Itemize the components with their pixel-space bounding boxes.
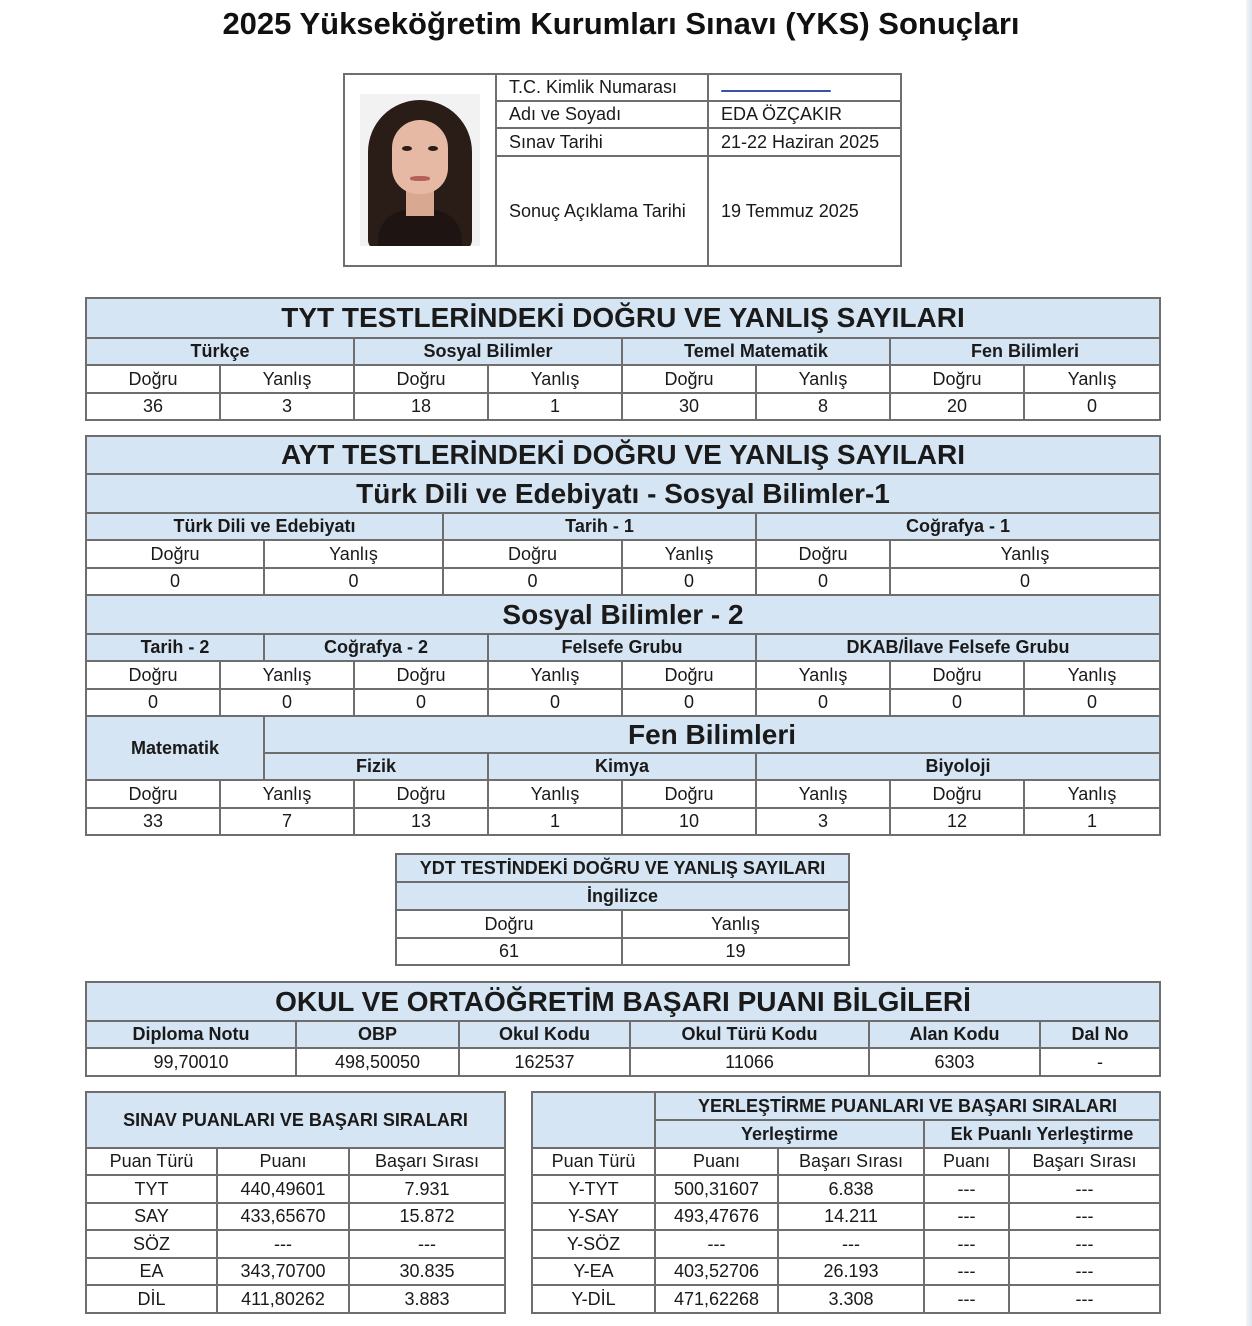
yanlis-label: Yanlış xyxy=(220,780,354,808)
dogru-label: Doğru xyxy=(622,780,756,808)
puan-cell: 411,80262 xyxy=(217,1285,349,1313)
yanlis-label: Yanlış xyxy=(488,780,622,808)
ek-puan-cell: --- xyxy=(924,1175,1009,1203)
tyt-sosyal-yanlis: 1 xyxy=(488,393,622,420)
yanlis-label: Yanlış xyxy=(756,780,890,808)
tyt-turkce-dogru: 36 xyxy=(86,393,220,420)
ydt-language: İngilizce xyxy=(396,882,849,910)
identity-table xyxy=(343,73,902,267)
ayt-cografya1-dogru: 0 xyxy=(756,568,890,595)
obp-col-alan-kodu: Alan Kodu xyxy=(869,1021,1040,1048)
page-title: 2025 Yükseköğretim Kurumları Sınavı (YKS) Sonuçları xyxy=(222,6,1020,41)
dogru-label: Doğru xyxy=(354,780,488,808)
yanlis-label: Yanlış xyxy=(890,540,1160,568)
yanlis-label: Yanlış xyxy=(1024,780,1160,808)
yanlis-label: Yanlış xyxy=(756,365,890,393)
dogru-label: Doğru xyxy=(443,540,622,568)
puan-turu-cell: SAY xyxy=(86,1203,217,1230)
sinav-heading: SINAV PUANLARI VE BAŞARI SIRALARI xyxy=(86,1092,505,1148)
dogru-label: Doğru xyxy=(890,661,1024,689)
yer-col-puan-turu: Puan Türü xyxy=(532,1148,655,1175)
table-row xyxy=(532,1230,1160,1258)
ayt-biyoloji-dogru: 12 xyxy=(890,808,1024,835)
ayt-cografya2-dogru: 0 xyxy=(354,689,488,716)
ayt-kimya-yanlis: 3 xyxy=(756,808,890,835)
ek-puan-cell: --- xyxy=(924,1258,1009,1285)
result-date-value: 19 Temmuz 2025 xyxy=(708,156,901,266)
dogru-label: Doğru xyxy=(354,365,488,393)
basari-sirasi-cell: 26.193 xyxy=(778,1258,924,1285)
puan-cell: 440,49601 xyxy=(217,1175,349,1203)
page-edge-shadow xyxy=(1246,0,1252,1326)
dogru-label: Doğru xyxy=(86,780,220,808)
puan-turu-cell: Y-SAY xyxy=(532,1203,655,1230)
obp-obp-value: 498,50050 xyxy=(296,1048,459,1076)
ayt-edebiyat-yanlis: 0 xyxy=(264,568,443,595)
tyt-turkce-yanlis: 3 xyxy=(220,393,354,420)
ayt-section1-heading: Türk Dili ve Edebiyatı - Sosyal Bilimler-1 xyxy=(86,474,1160,513)
ayt-felsefe-dogru: 0 xyxy=(622,689,756,716)
obp-okul-turu-value: 11066 xyxy=(630,1048,869,1076)
obp-col-okul-kodu: Okul Kodu xyxy=(459,1021,630,1048)
exam-date-label: Sınav Tarihi xyxy=(496,128,708,156)
table-row xyxy=(86,1203,505,1230)
table-separator xyxy=(504,1091,531,1313)
yanlis-label: Yanlış xyxy=(220,365,354,393)
basari-sirasi-cell: --- xyxy=(778,1230,924,1258)
dogru-label: Doğru xyxy=(396,910,622,938)
puan-turu-cell: Y-TYT xyxy=(532,1175,655,1203)
puan-cell: 471,62268 xyxy=(655,1285,778,1313)
yer-col-basari-sirasi: Başarı Sırası xyxy=(778,1148,924,1175)
tyt-subject-fen: Fen Bilimleri xyxy=(890,338,1160,365)
ayt-subject-cografya1: Coğrafya - 1 xyxy=(756,513,1160,540)
table-row xyxy=(532,1285,1160,1313)
tyt-subject-temel-matematik: Temel Matematik xyxy=(622,338,890,365)
obp-col-dal-no: Dal No xyxy=(1040,1021,1160,1048)
ydt-yanlis: 19 xyxy=(622,938,849,965)
puan-turu-cell: TYT xyxy=(86,1175,217,1203)
ek-basari-sirasi-cell: --- xyxy=(1009,1230,1160,1258)
ayt-subject-cografya2: Coğrafya - 2 xyxy=(264,634,488,661)
tyt-matematik-dogru: 30 xyxy=(622,393,756,420)
ydt-dogru: 61 xyxy=(396,938,622,965)
tyt-subject-sosyal: Sosyal Bilimler xyxy=(354,338,622,365)
sinav-col-basari-sirasi: Başarı Sırası xyxy=(349,1148,505,1175)
yanlis-label: Yanlış xyxy=(220,661,354,689)
table-row xyxy=(86,1230,505,1258)
ayt-subject-biyoloji: Biyoloji xyxy=(756,753,1160,780)
ayt-matematik-dogru: 33 xyxy=(86,808,220,835)
basari-sirasi-cell: 7.931 xyxy=(349,1175,505,1203)
dogru-label: Doğru xyxy=(622,661,756,689)
puan-cell: --- xyxy=(655,1230,778,1258)
puan-cell: 343,70700 xyxy=(217,1258,349,1285)
table-row xyxy=(532,1258,1160,1285)
ayt-subject-matematik: Matematik xyxy=(86,716,264,780)
obp-okul-kodu-value: 162537 xyxy=(459,1048,630,1076)
candidate-photo xyxy=(360,94,480,246)
ayt-tarih2-dogru: 0 xyxy=(86,689,220,716)
ayt-subject-tarih1: Tarih - 1 xyxy=(443,513,756,540)
ayt-tarih1-dogru: 0 xyxy=(443,568,622,595)
table-row xyxy=(86,1285,505,1313)
ayt-subject-edebiyat: Türk Dili ve Edebiyatı xyxy=(86,513,443,540)
obp-col-obp: OBP xyxy=(296,1021,459,1048)
ayt-tarih1-yanlis: 0 xyxy=(622,568,756,595)
puan-turu-cell: Y-DİL xyxy=(532,1285,655,1313)
yer-group-yerlestirme: Yerleştirme xyxy=(655,1120,924,1148)
table-row xyxy=(532,1175,1160,1203)
puan-turu-cell: EA xyxy=(86,1258,217,1285)
ayt-fizik-yanlis: 1 xyxy=(488,808,622,835)
name-label: Adı ve Soyadı xyxy=(496,101,708,128)
ayt-cografya1-yanlis: 0 xyxy=(890,568,1160,595)
basari-sirasi-cell: 3.883 xyxy=(349,1285,505,1313)
dogru-label: Doğru xyxy=(86,365,220,393)
sinav-col-puani: Puanı xyxy=(217,1148,349,1175)
yanlis-label: Yanlış xyxy=(622,540,756,568)
ayt-fen-heading: Fen Bilimleri xyxy=(264,716,1160,753)
ayt-subject-kimya: Kimya xyxy=(488,753,756,780)
ayt-biyoloji-yanlis: 1 xyxy=(1024,808,1160,835)
puan-cell: 500,31607 xyxy=(655,1175,778,1203)
yer-blank-corner xyxy=(532,1092,655,1148)
ayt-heading: AYT TESTLERİNDEKİ DOĞRU VE YANLIŞ SAYILARI xyxy=(86,436,1160,474)
table-row xyxy=(86,1258,505,1285)
tyt-fen-dogru: 20 xyxy=(890,393,1024,420)
ek-basari-sirasi-cell: --- xyxy=(1009,1175,1160,1203)
obp-heading: OKUL VE ORTAÖĞRETİM BAŞARI PUANI BİLGİLERİ xyxy=(86,982,1160,1021)
ayt-section2-heading: Sosyal Bilimler - 2 xyxy=(86,595,1160,634)
name-value: EDA ÖZÇAKIR xyxy=(708,101,901,128)
yanlis-label: Yanlış xyxy=(756,661,890,689)
obp-diploma-value: 99,70010 xyxy=(86,1048,296,1076)
obp-dal-no-value: - xyxy=(1040,1048,1160,1076)
yer-group-ek-puanli: Ek Puanlı Yerleştirme xyxy=(924,1120,1160,1148)
puan-turu-cell: SÖZ xyxy=(86,1230,217,1258)
tyt-matematik-yanlis: 8 xyxy=(756,393,890,420)
ydt-heading: YDT TESTİNDEKİ DOĞRU VE YANLIŞ SAYILARI xyxy=(396,854,849,882)
puan-cell: 493,47676 xyxy=(655,1203,778,1230)
ayt-subject-fizik: Fizik xyxy=(264,753,488,780)
ayt-subject-dkab: DKAB/İlave Felsefe Grubu xyxy=(756,634,1160,661)
ek-puan-cell: --- xyxy=(924,1203,1009,1230)
ek-basari-sirasi-cell: --- xyxy=(1009,1258,1160,1285)
ayt-tarih2-yanlis: 0 xyxy=(220,689,354,716)
exam-date-value: 21-22 Haziran 2025 xyxy=(708,128,901,156)
ayt-fizik-dogru: 13 xyxy=(354,808,488,835)
yer-col-ek-puani: Puanı xyxy=(924,1148,1009,1175)
dogru-label: Doğru xyxy=(890,365,1024,393)
basari-sirasi-cell: 6.838 xyxy=(778,1175,924,1203)
tyt-table xyxy=(85,297,1161,421)
basari-sirasi-cell: 15.872 xyxy=(349,1203,505,1230)
puan-turu-cell: Y-SÖZ xyxy=(532,1230,655,1258)
dogru-label: Doğru xyxy=(622,365,756,393)
obp-col-diploma: Diploma Notu xyxy=(86,1021,296,1048)
puan-cell: 403,52706 xyxy=(655,1258,778,1285)
dogru-label: Doğru xyxy=(86,661,220,689)
yer-col-ek-basari-sirasi: Başarı Sırası xyxy=(1009,1148,1160,1175)
ayt-cografya2-yanlis: 0 xyxy=(488,689,622,716)
ayt-kimya-dogru: 10 xyxy=(622,808,756,835)
tyt-fen-yanlis: 0 xyxy=(1024,393,1160,420)
yanlis-label: Yanlış xyxy=(264,540,443,568)
puan-cell: 433,65670 xyxy=(217,1203,349,1230)
yerlestirme-table xyxy=(531,1091,1161,1314)
yer-col-puani: Puanı xyxy=(655,1148,778,1175)
obp-alan-kodu-value: 6303 xyxy=(869,1048,1040,1076)
yer-heading: YERLEŞTİRME PUANLARI VE BAŞARI SIRALARI xyxy=(655,1092,1160,1120)
ek-basari-sirasi-cell: --- xyxy=(1009,1285,1160,1313)
ayt-subject-tarih2: Tarih - 2 xyxy=(86,634,264,661)
ayt-dkab-dogru: 0 xyxy=(890,689,1024,716)
yanlis-label: Yanlış xyxy=(488,365,622,393)
ayt-dkab-yanlis: 0 xyxy=(1024,689,1160,716)
tyt-heading: TYT TESTLERİNDEKİ DOĞRU VE YANLIŞ SAYILARI xyxy=(86,298,1160,338)
tc-label: T.C. Kimlik Numarası xyxy=(496,74,708,101)
sinav-col-puan-turu: Puan Türü xyxy=(86,1148,217,1175)
yanlis-label: Yanlış xyxy=(622,910,849,938)
puan-turu-cell: DİL xyxy=(86,1285,217,1313)
tyt-subject-turkce: Türkçe xyxy=(86,338,354,365)
basari-sirasi-cell: 14.211 xyxy=(778,1203,924,1230)
table-row xyxy=(532,1203,1160,1230)
puan-cell: --- xyxy=(217,1230,349,1258)
table-row xyxy=(86,1175,505,1203)
ayt-felsefe-yanlis: 0 xyxy=(756,689,890,716)
basari-sirasi-cell: --- xyxy=(349,1230,505,1258)
result-date-label: Sonuç Açıklama Tarihi xyxy=(496,156,708,266)
yanlis-label: Yanlış xyxy=(488,661,622,689)
ydt-table xyxy=(395,853,850,966)
basari-sirasi-cell: 3.308 xyxy=(778,1285,924,1313)
dogru-label: Doğru xyxy=(86,540,264,568)
sinav-puanlari-table xyxy=(85,1091,506,1314)
ek-basari-sirasi-cell: --- xyxy=(1009,1203,1160,1230)
ek-puan-cell: --- xyxy=(924,1285,1009,1313)
ayt-subject-felsefe: Felsefe Grubu xyxy=(488,634,756,661)
ayt-edebiyat-dogru: 0 xyxy=(86,568,264,595)
photo-cell xyxy=(344,74,496,266)
redaction-mark xyxy=(721,90,831,92)
obp-table xyxy=(85,981,1161,1077)
tc-value xyxy=(708,74,901,101)
dogru-label: Doğru xyxy=(756,540,890,568)
ayt-table xyxy=(85,435,1161,836)
ayt-matematik-yanlis: 7 xyxy=(220,808,354,835)
dogru-label: Doğru xyxy=(354,661,488,689)
yanlis-label: Yanlış xyxy=(1024,661,1160,689)
dogru-label: Doğru xyxy=(890,780,1024,808)
basari-sirasi-cell: 30.835 xyxy=(349,1258,505,1285)
ek-puan-cell: --- xyxy=(924,1230,1009,1258)
yanlis-label: Yanlış xyxy=(1024,365,1160,393)
tyt-sosyal-dogru: 18 xyxy=(354,393,488,420)
obp-col-okul-turu: Okul Türü Kodu xyxy=(630,1021,869,1048)
puan-turu-cell: Y-EA xyxy=(532,1258,655,1285)
